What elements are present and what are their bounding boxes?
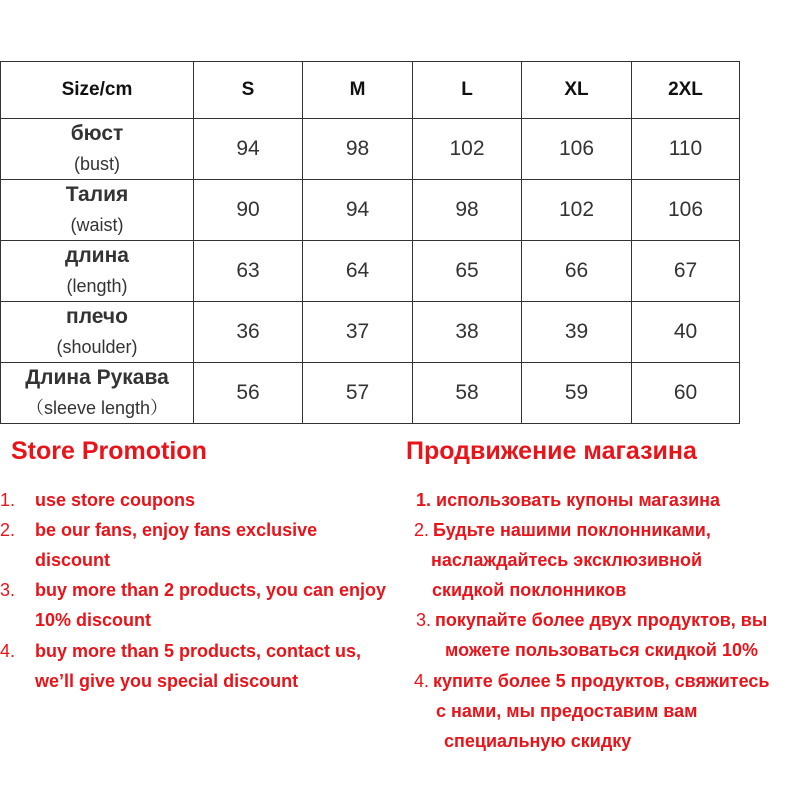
list-item-continuation: наслаждайтесь эксклюзивной [431, 550, 703, 570]
row-label [1, 363, 194, 424]
table-cell: 106 [522, 119, 632, 180]
row-label-en: (bust) [73, 154, 120, 174]
row-label [1, 119, 194, 180]
list-item-number: 2. [0, 520, 16, 540]
row-label-en: (waist) [70, 215, 124, 235]
list-item-continuation: можете пользоваться скидкой 10% [445, 640, 758, 660]
header-size-2xl: 2XL [632, 62, 740, 119]
list-item-number: 3. [416, 610, 432, 630]
table-cell: 94 [194, 119, 303, 180]
table-cell: 40 [632, 302, 740, 363]
table-row-length [1, 241, 740, 302]
list-item-number: 1. [0, 490, 16, 510]
row-label [1, 180, 194, 241]
table-cell: 38 [413, 302, 522, 363]
row-label [1, 241, 194, 302]
list-item-continuation: специальную скидку [444, 731, 632, 751]
row-label-en: (shoulder) [56, 337, 138, 357]
table-cell: 63 [194, 241, 303, 302]
table-cell: 60 [632, 363, 740, 424]
header-size-m: M [303, 62, 413, 119]
list-item-number: 3. [0, 580, 16, 600]
list-item: купите более 5 продуктов, свяжитесь [433, 671, 770, 691]
row-label-en: (length) [66, 276, 128, 296]
list-item: использовать купоны магазина [436, 490, 721, 510]
list-item-number: 1. [416, 490, 432, 510]
list-item-continuation: we’ll give you special discount [35, 671, 299, 691]
list-item-continuation: с нами, мы предоставим вам [436, 701, 698, 721]
table-cell: 37 [303, 302, 413, 363]
row-label-en: （sleeve length） [25, 398, 169, 418]
table-cell: 39 [522, 302, 632, 363]
list-item: buy more than 5 products, contact us, [35, 641, 362, 661]
header-size-xl: XL [522, 62, 632, 119]
promotion-title-en: Store Promotion [11, 437, 207, 465]
list-item-continuation: 10% discount [35, 610, 152, 630]
header-size-l: L [413, 62, 522, 119]
table-cell: 98 [303, 119, 413, 180]
list-item-number: 4. [0, 641, 16, 661]
list-item-continuation: discount [35, 550, 110, 570]
list-item: Будьте нашими поклонниками, [433, 520, 711, 540]
list-item: покупайте более двух продуктов, вы [435, 610, 768, 630]
list-item: buy more than 2 products, you can enjoy [35, 580, 387, 600]
table-cell: 94 [303, 180, 413, 241]
table-cell: 66 [522, 241, 632, 302]
list-item-number: 2. [414, 520, 430, 540]
table-cell: 90 [194, 180, 303, 241]
row-label-ru: Длина Рукава [25, 366, 169, 389]
table-cell: 59 [522, 363, 632, 424]
table-header-row [1, 62, 740, 119]
row-label-ru: бюст [70, 122, 124, 145]
table-cell: 98 [413, 180, 522, 241]
row-label-ru: длина [65, 244, 129, 267]
list-item: be our fans, enjoy fans exclusive [35, 520, 318, 540]
promotion-title-ru: Продвижение магазина [406, 437, 697, 465]
list-item: use store coupons [35, 490, 196, 510]
header-size-s: S [194, 62, 303, 119]
row-label-ru: плечо [66, 305, 128, 328]
table-cell: 56 [194, 363, 303, 424]
row-label [1, 302, 194, 363]
table-cell: 67 [632, 241, 740, 302]
size-chart-table [0, 61, 740, 424]
table-cell: 65 [413, 241, 522, 302]
row-label-ru: Талия [65, 183, 129, 206]
table-cell: 64 [303, 241, 413, 302]
table-cell: 102 [413, 119, 522, 180]
header-size-cm: Size/cm [1, 62, 194, 119]
list-item-continuation: скидкой поклонников [432, 580, 627, 600]
table-row-shoulder [1, 302, 740, 363]
table-row-bust [1, 119, 740, 180]
list-item-number: 4. [414, 671, 430, 691]
table-cell: 57 [303, 363, 413, 424]
table-cell: 106 [632, 180, 740, 241]
table-cell: 102 [522, 180, 632, 241]
table-cell: 58 [413, 363, 522, 424]
table-cell: 110 [632, 119, 740, 180]
table-cell: 36 [194, 302, 303, 363]
table-row-sleeve-length [1, 363, 740, 424]
table-row-waist [1, 180, 740, 241]
